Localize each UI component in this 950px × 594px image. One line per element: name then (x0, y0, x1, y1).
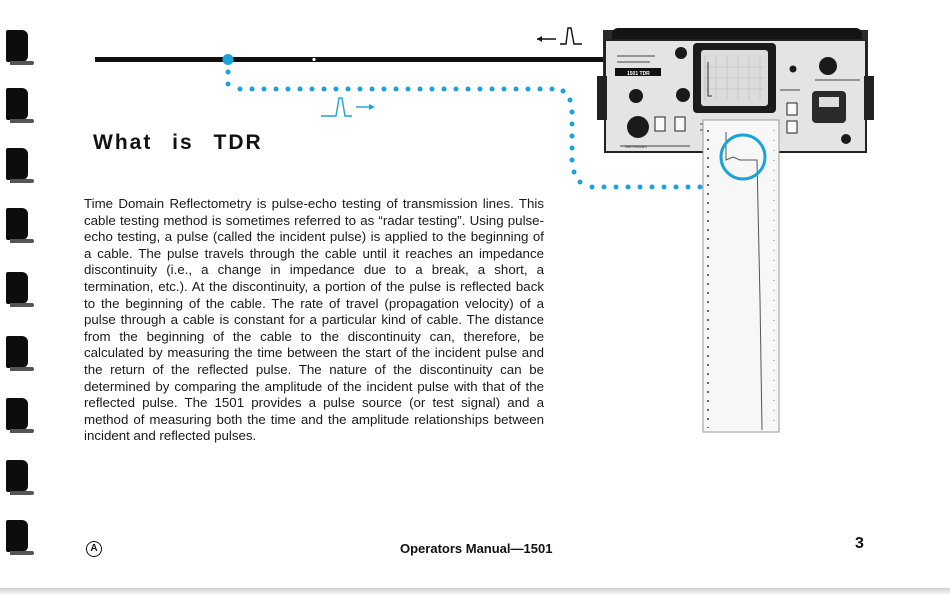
tektronix-logo: A (86, 541, 102, 557)
reflected-pulse-icon (537, 28, 582, 44)
knob (629, 89, 643, 103)
page-heading: What is TDR (93, 131, 263, 154)
footer-title: Operators Manual—1501 (400, 541, 553, 556)
cable-line (95, 57, 610, 62)
knob (819, 57, 837, 75)
chart-paper (703, 120, 779, 432)
brand-label: TEKTRONIX (624, 144, 647, 149)
knob (675, 47, 687, 59)
knob (627, 116, 649, 138)
page-number: 3 (855, 535, 864, 552)
body-paragraph: Time Domain Reflectometry is pulse-echo testing of transmission lines. This cable testing method is sometimes referred to as “radar testing”. Using pulse-echo testing, a pulse (called the incident pulse) is applied to the beginning of a cable. The pulse travels through the cable until it reaches an impedance discontinuity (i.e., a change in impedance due to a break, a short, a termination, etc.). At the discontinuity, a portion of the pulse is reflected back to the beginning of the cable. The rate of travel (propagation velocity) of a pulse through a cable is constant for a particular kind of cable. The distance from the beginning of the cable to the discontinuity can, therefore, be calculated by measuring the time between the start of the incident pulse and the return of the reflected pulse. The nature of the discontinuity can be determined by comparing the amplitude of the incident pulse with that of the reflected pulse. The 1501 provides a pulse source (or test signal) and a method of measuring both the time and the amplitude relationships between incident and reflected pulses. (84, 196, 544, 444)
knob (676, 88, 690, 102)
incident-pulse-icon (321, 98, 375, 116)
model-label: 1501 TDR (627, 71, 650, 77)
page-edge (0, 588, 950, 594)
connection-point (223, 54, 234, 65)
